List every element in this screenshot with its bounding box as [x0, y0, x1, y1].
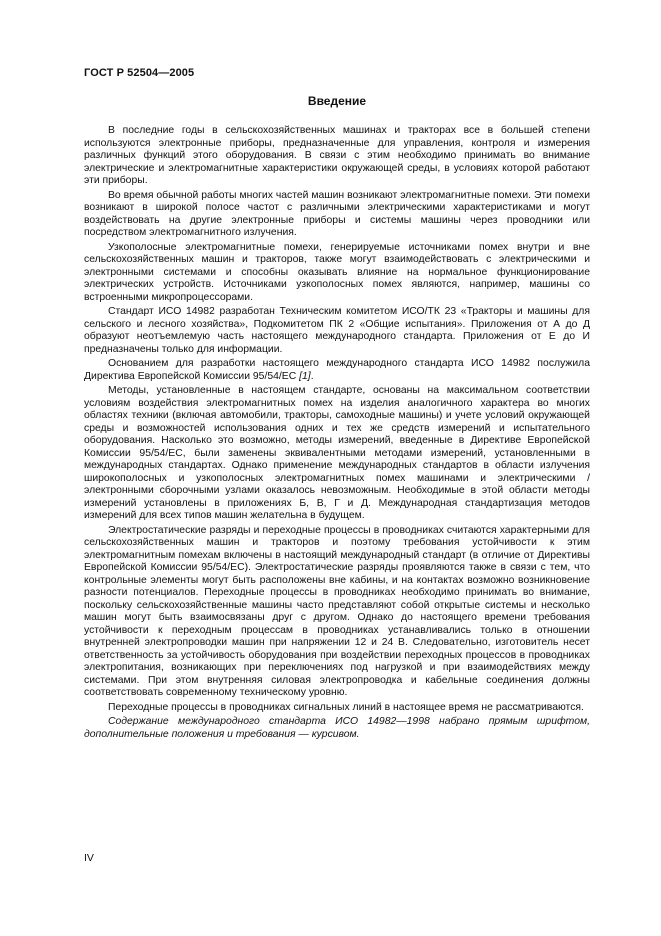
bibliography-reference: [1] — [299, 370, 311, 382]
paragraph: Переходные процессы в проводниках сигнальных линий в настоящее время не рассматриваются. — [108, 701, 584, 713]
paragraph-basis-end: . — [310, 370, 314, 382]
paragraph: Электростатические разряды и переходные процессы в проводниках считаются характерными для сельскохозяйственных машин и тракторов и поэтому требования устойчивости к этим электромагнитным помехам включены в настоящий международный стандарт (в отличие от Директивы Европейской Комиссии 95/54/ЕС). Электростатические разряды проявляются также в связи с тем, что контрольные элементы могут быть расположены вне кабины, и на контактах возможно возникновение разности потенциалов. Переходные процессы в проводниках необходимо принимать во внимание, поскольку сельскохозяйственные машины часто представляют собой открытые системы и несколько машин могут быть взаимосвязаны друг с другом. Однако до настоящего времени требования устойчивости к переходным процессам в проводниках устанавливались только в отношении внутренней электропроводки машин при напряжении 12 и 24 В. Следовательно, изготовитель несет ответственность за устойчивость оборудования при воздействии переходных процессов в проводниках электропитания, возникающих при переключениях под нагрузкой и при взаимодействиях между системами. При этом внутренняя силовая электропроводка и кабельные соединения должны соответствовать современному техническому уровню. — [84, 524, 590, 698]
paragraph-basis — [84, 358, 590, 383]
section-title: Введение — [307, 94, 367, 108]
paragraph-basis-text: Основанием для разработки настоящего международного стандарта ИСО 14982 послужила Директива Европейской Комиссии 95/54/ЕС — [84, 358, 590, 382]
paragraph: Методы, установленные в настоящем стандарте, основаны на максимальном соответствии условиям воздействия электромагнитных помех на изделия аналогичного характера во многих областях техники (включая автомобили, тракторы, самоходные машины) и учете условий окружающей среды и возможностей использования одних и тех же средств измерений и испытательного оборудования. Насколько это возможно, методы измерений, введенные в Директиве Европейской Комиссии 95/54/ЕС, были заменены эквивалентными методами измерений, установленными в международных стандартах. Однако применение международных стандартов в области излучения широкополосных и узкополосных электромагнитных помех машинами и электрическими / электронными сборочными узлами оказалось невозможным. Необходимые в этой области методы измерений установлены в приложениях Б, В, Г и Д. Международная стандартизация методов измерений для всех типов машин желательна в будущем. — [84, 385, 590, 521]
paragraph: Во время обычной работы многих частей машин возникают электромагнитные помехи. Эти помехи возникают в широкой полосе частот с различными электрическими характеристиками и могут воздействовать на другие электронные приборы и системы машины через проводники или посредством электромагнитного излучения. — [84, 189, 590, 238]
document-code-header: ГОСТ Р 52504—2005 — [84, 67, 195, 79]
page-number: IV — [84, 852, 94, 864]
paragraph: Узкополосные электромагнитные помехи, генерируемые источниками помех внутри и вне сельскохозяйственных машин и тракторов, также могут взаимодействовать с электрическими и электронными системами и способны оказывать влияние на нормальное функционирование электрических устройств. Источниками узкополосных помех являются, например, машины со встроенными микропроцессорами. — [84, 241, 590, 303]
paragraph: В последние годы в сельскохозяйственных машинах и тракторах все в большей степени используются электронные приборы, предназначенные для управления, контроля и измерения различных функций этого оборудования. В связи с этим необходимо принимать во внимание электрические и электромагнитные характеристики окружающей среды, в условиях которой работают эти приборы. — [84, 125, 590, 186]
italic-note: Содержание международного стандарта ИСО 14982—1998 набрано прямым шрифтом, дополнительные положения и требования — курсивом. — [84, 716, 590, 740]
paragraph: Стандарт ИСО 14982 разработан Техническим комитетом ИСО/ТК 23 «Тракторы и машины для сельского и лесного хозяйства», Подкомитетом ПК 2 «Общие испытания». Приложения от А до Д образуют неотъемлемую часть настоящего международного стандарта. Приложения от Е до И предназначены только для информации. — [84, 306, 590, 355]
body-text — [84, 125, 590, 743]
